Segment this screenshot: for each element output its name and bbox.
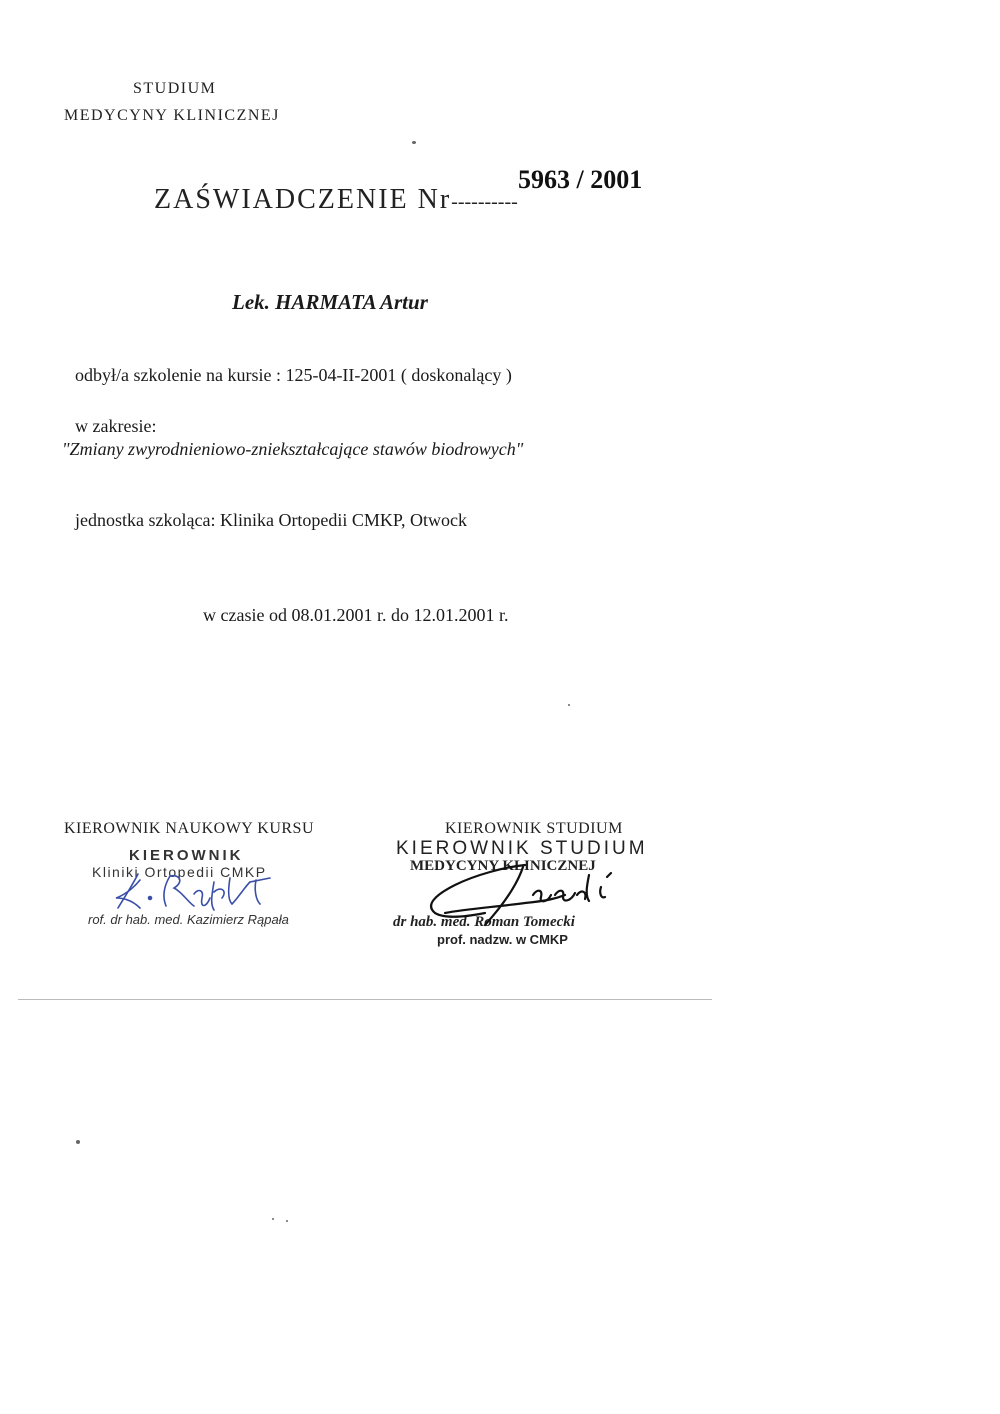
left-stamp-line2: Kliniki Ortopedii CMKP <box>92 864 267 880</box>
left-stamp-line1: KIEROWNIK <box>129 847 244 864</box>
certificate-title-text: ZAŚWIADCZENIE Nr <box>154 184 452 215</box>
page-divider <box>18 999 712 1000</box>
certificate-title <box>154 184 518 216</box>
certificate-number: 5963 / 2001 <box>518 165 643 194</box>
right-stamp-line4: prof. nadzw. w CMKP <box>437 932 568 947</box>
date-range-line: w czasie od 08.01.2001 r. do 12.01.2001 r. <box>203 605 509 625</box>
right-stamp-line2: MEDYCYNY KLINICZNEJ <box>410 858 596 874</box>
scan-speck <box>272 1218 274 1220</box>
scope-label: w zakresie: <box>75 416 157 436</box>
right-stamp-line3: dr hab. med. Roman Tomecki <box>393 914 575 930</box>
course-line: odbył/a szkolenie na kursie : 125-04-II-2001 ( doskonalący ) <box>75 365 512 385</box>
left-signatory-title: KIEROWNIK NAUKOWY KURSU <box>64 820 314 837</box>
institution-name-line2: MEDYCYNY KLINICZNEJ <box>64 107 280 124</box>
scan-speck <box>412 141 416 144</box>
left-stamp-line3: rof. dr hab. med. Kazimierz Rąpała <box>88 912 289 927</box>
scan-speck <box>568 704 570 706</box>
participant-name: Lek. HARMATA Artur <box>232 290 428 314</box>
scan-speck <box>286 1220 288 1222</box>
left-handwritten-signature <box>110 868 280 913</box>
right-signatory-title: KIEROWNIK STUDIUM <box>445 820 623 837</box>
scan-speck <box>76 1140 80 1144</box>
number-fill-line: ---------- <box>451 191 518 213</box>
training-unit-line: jednostka szkoląca: Klinika Ortopedii CMKP, Otwock <box>75 510 467 530</box>
right-handwritten-signature <box>405 855 635 935</box>
scope-text: "Zmiany zwyrodnieniowo-zniekształcające stawów biodrowych" <box>62 439 524 459</box>
institution-name-line1: STUDIUM <box>133 80 217 97</box>
right-stamp-line1: KIEROWNIK STUDIUM <box>396 838 648 859</box>
